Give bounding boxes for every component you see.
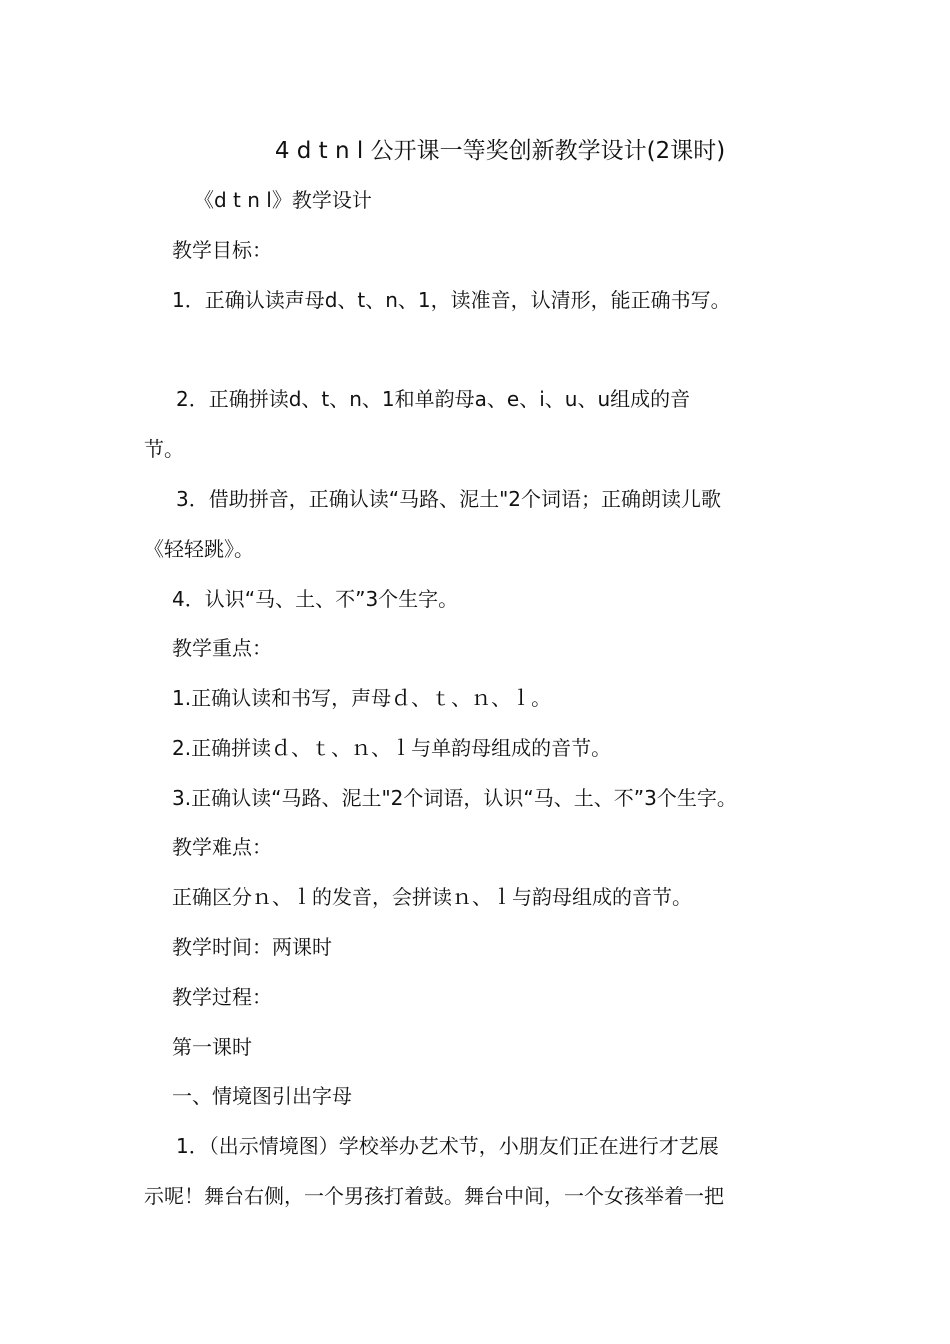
keypoint-3: 3.正确认读“马路、泥土"2个词语，认识“马、土、不”3个生字。 <box>172 786 737 810</box>
objectives-heading: 教学目标： <box>172 238 272 262</box>
objective-2-line-1: 2．正确拼读d、t、n、1和单韵母a、e、i、u、u组成的音 <box>176 387 691 411</box>
objective-2-line-2: 节。 <box>144 437 184 461</box>
objective-4: 4．认识“马、土、不”3个生字。 <box>172 587 459 611</box>
document-subtitle: 《d t n l》教学设计 <box>194 188 372 212</box>
keypoint-1: 1.正确认读和书写，声母ｄ、ｔ、ｎ、ｌ。 <box>172 686 552 710</box>
teaching-time: 教学时间：两课时 <box>172 935 332 959</box>
step-1-line-1: 1．（出示情境图）学校举办艺术节，小朋友们正在进行才艺展 <box>176 1134 719 1158</box>
step-1-line-2: 示呢！舞台右侧，一个男孩打着鼓。舞台中间，一个女孩举着一把 <box>144 1184 724 1208</box>
process-heading: 教学过程： <box>172 985 272 1009</box>
objective-3-line-2: 《轻轻跳》。 <box>144 537 254 561</box>
keypoints-heading: 教学重点： <box>172 636 272 660</box>
section-1-heading: 一、情境图引出字母 <box>172 1084 352 1108</box>
objective-3-line-1: 3．借助拼音，正确认读“马路、泥土"2个词语；正确朗读儿歌 <box>176 487 722 511</box>
objective-1: 1．正确认读声母d、t、n、1，读准音，认清形，能正确书写。 <box>172 288 731 312</box>
keypoint-2: 2.正确拼读ｄ、ｔ、ｎ、ｌ与单韵母组成的音节。 <box>172 736 612 760</box>
difficulty-1: 正确区分ｎ、ｌ的发音，会拼读ｎ、ｌ与韵母组成的音节。 <box>172 885 692 909</box>
lesson-1-heading: 第一课时 <box>172 1035 252 1059</box>
document-title: 4 d t n l 公开课一等奖创新教学设计(2课时) <box>274 138 726 164</box>
difficulty-heading: 教学难点： <box>172 835 272 859</box>
